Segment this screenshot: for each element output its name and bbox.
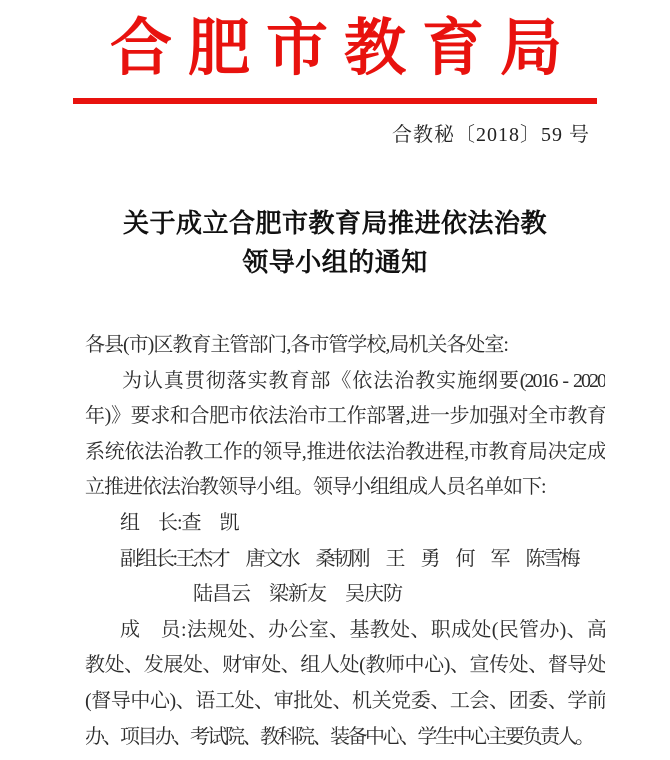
body-line: 年)》要求和合肥市依法治市工作部署,进一步加强对全市教育 xyxy=(85,405,605,428)
deputy-leaders-line: 副组长:王杰才 唐文水 桑韧刚 王 勇 何 军 陈雪梅 xyxy=(120,547,579,570)
body-line: 系统依法治教工作的领导,推进依法治教进程,市教育局决定成 xyxy=(85,440,605,463)
letterhead-divider-rule xyxy=(73,98,597,104)
title-line-2: 领导小组的通知 xyxy=(242,248,428,277)
deputy-leaders-line-2: 陆昌云 梁新友 吴庆防 xyxy=(193,583,402,606)
members-line-2: 教处、发展处、财审处、组人处(教师中心)、宣传处、督导处 xyxy=(85,654,605,677)
letterhead-org-name: 合肥市教育局 xyxy=(109,15,578,83)
group-leader-line: 组 长:查 凯 xyxy=(120,511,239,534)
members-line-4: 办、项目办、考试院、教科院、装备中心、学生中心主要负责人。 xyxy=(85,725,593,748)
document-title xyxy=(0,204,670,282)
title-line-1: 关于成立合肥市教育局推进依法治教 xyxy=(122,209,547,238)
document-number: 合教秘〔2018〕59 号 xyxy=(392,124,590,146)
salutation-line: 各县(市)区教育主管部门,各市管学校,局机关各处室: xyxy=(85,334,508,356)
members-line: 成 员:法规处、办公室、基教处、职成处(民管办)、高 xyxy=(120,618,605,641)
body-line: 为认真贯彻落实教育部《依法治教实施纲要(2016 - 2020 xyxy=(122,369,605,392)
document-body xyxy=(85,328,605,755)
body-line: 立推进依法治教领导小组。领导小组组成人员名单如下: xyxy=(85,476,546,499)
members-line-3: (督导中心)、语工处、审批处、机关党委、工会、团委、学前 xyxy=(85,689,605,712)
